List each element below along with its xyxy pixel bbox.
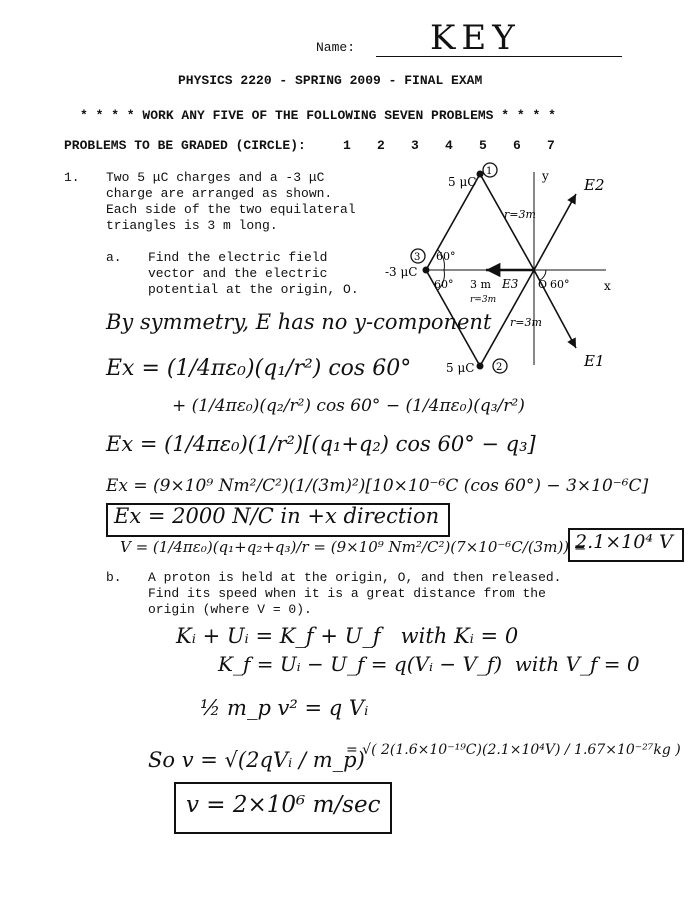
- e1-label: E1: [584, 352, 605, 370]
- part-b-line-1: A proton is held at the origin, O, and then released.: [148, 570, 562, 585]
- graded-label: PROBLEMS TO BE GRADED (CIRCLE):: [64, 138, 306, 153]
- angle-origin-label: 60°: [550, 278, 570, 291]
- ex-formula-line-3: Ex = (1/4πε₀)(1/r²)[(q₁+q₂) cos 60° − q₃]: [106, 432, 536, 456]
- ex-formula-line-2: + (1/4πε₀)(q₂/r²) cos 60° − (1/4πε₀)(q₃/r²): [172, 396, 525, 416]
- name-label: Name:: [316, 40, 356, 55]
- charge-bottom-label: 5 μC: [446, 361, 475, 375]
- name-value-handwritten: KEY: [430, 18, 521, 58]
- charge-bottom-id: 2: [496, 362, 503, 373]
- charge-diagram: [378, 160, 628, 390]
- ex-formula-line-1: Ex = (1/4πε₀)(q₁/r²) cos 60°: [106, 356, 412, 381]
- part-a-line-3: potential at the origin, O.: [148, 282, 359, 297]
- r-upper-label: r=3m: [504, 208, 536, 221]
- statement-line-4: triangles is 3 m long.: [106, 218, 278, 233]
- graded-number-1[interactable]: 1: [343, 138, 351, 153]
- speed-substitution: = √( 2(1.6×10⁻¹⁹C)(2.1×10⁴V) / 1.67×10⁻²⁷kg ): [346, 742, 681, 758]
- angle-top-left-label: 60°: [436, 250, 456, 263]
- charge-left-label: -3 μC: [385, 265, 418, 279]
- ex-formula-line-4: Ex = (9×10⁹ Nm²/C²)(1/(3m)²)[10×10⁻⁶C (cos 60°) − 3×10⁻⁶C]: [106, 476, 649, 496]
- graded-number-5[interactable]: 5: [479, 138, 487, 153]
- speed-result: v = 2×10⁶ m/sec: [186, 792, 381, 818]
- graded-number-7[interactable]: 7: [547, 138, 555, 153]
- part-b-line-3: origin (where V = 0).: [148, 602, 312, 617]
- r-middle-label: 3 m: [470, 278, 491, 291]
- charge-left-dot: [423, 267, 430, 274]
- part-b-line-2: Find its speed when it is a great distance from the: [148, 586, 546, 601]
- symmetry-note: By symmetry, E has no y-component: [106, 310, 492, 334]
- kinetic-final: K_f = Uᵢ − U_f = q(Vᵢ − V_f) with V_f = 0: [218, 652, 640, 676]
- r-middle-sub-label: r=3m: [470, 295, 497, 305]
- e2-vector: [534, 194, 576, 270]
- statement-line-2: charge are arranged as shown.: [106, 186, 333, 201]
- r-lower-label: r=3m: [510, 316, 542, 329]
- charge-top-dot: [477, 171, 484, 178]
- problem-number: 1.: [64, 170, 80, 185]
- origin-label: O: [538, 278, 548, 291]
- ex-result: Ex = 2000 N/C in +x direction: [114, 504, 440, 528]
- energy-conservation: Kᵢ + Uᵢ = K_f + U_f with Kᵢ = 0: [176, 624, 519, 648]
- speed-formula: So v = √(2qVᵢ / m_p): [148, 748, 365, 772]
- instructions: * * * * WORK ANY FIVE OF THE FOLLOWING SEVEN PROBLEMS * * * *: [80, 108, 556, 123]
- y-axis-label: y: [542, 169, 549, 183]
- part-b-letter: b.: [106, 570, 122, 585]
- angle-bottom-left-label: 60°: [434, 278, 454, 291]
- statement-line-1: Two 5 μC charges and a -3 μC: [106, 170, 325, 185]
- graded-number-4[interactable]: 4: [445, 138, 453, 153]
- e2-label: E2: [584, 176, 605, 194]
- e3-label: E3: [502, 277, 519, 291]
- part-a-letter: a.: [106, 250, 122, 265]
- x-axis-label: x: [604, 279, 611, 293]
- charge-bottom-dot: [477, 363, 484, 370]
- charge-top-id: 1: [486, 166, 493, 177]
- part-a-line-2: vector and the electric: [148, 266, 328, 281]
- exam-title: PHYSICS 2220 - SPRING 2009 - FINAL EXAM: [178, 73, 483, 88]
- charge-left-id: 3: [414, 252, 421, 263]
- part-a-line-1: Find the electric field: [148, 250, 328, 265]
- kinetic-energy-eq: ½ m_p v² = q Vᵢ: [200, 696, 369, 720]
- graded-number-2[interactable]: 2: [377, 138, 385, 153]
- v-result: 2.1×10⁴ V: [575, 531, 673, 553]
- graded-number-6[interactable]: 6: [513, 138, 521, 153]
- v-formula: V = (1/4πε₀)(q₁+q₂+q₃)/r = (9×10⁹ Nm²/C²)(7×10⁻⁶C/(3m)) =: [120, 538, 587, 556]
- graded-number-3[interactable]: 3: [411, 138, 419, 153]
- statement-line-3: Each side of the two equilateral: [106, 202, 356, 217]
- charge-top-label: 5 μC: [448, 175, 477, 189]
